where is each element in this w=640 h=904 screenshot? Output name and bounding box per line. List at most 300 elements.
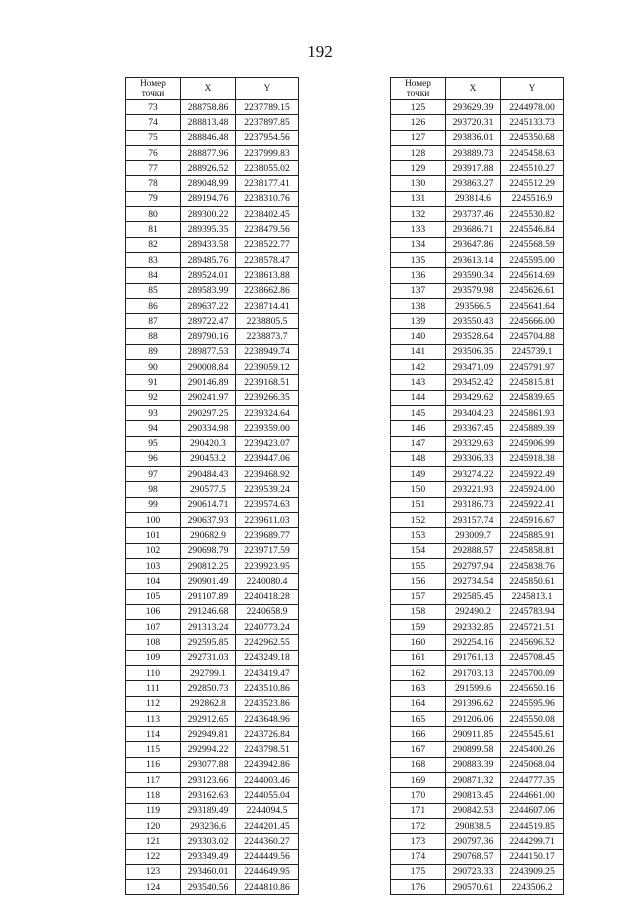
point-number-cell: 130 bbox=[391, 176, 446, 191]
y-coordinate-cell: 2245739.1 bbox=[501, 344, 564, 359]
y-coordinate-cell: 2244649.95 bbox=[236, 864, 299, 879]
point-number-cell: 99 bbox=[126, 497, 181, 512]
x-coordinate-cell: 288877.96 bbox=[181, 145, 236, 160]
page-number: 192 bbox=[307, 42, 333, 61]
y-coordinate-cell: 2245530.82 bbox=[501, 207, 564, 222]
point-number-cell: 147 bbox=[391, 436, 446, 451]
table-row bbox=[126, 314, 299, 329]
y-coordinate-cell: 2238873.7 bbox=[236, 329, 299, 344]
y-coordinate-cell: 2245595.00 bbox=[501, 252, 564, 267]
x-coordinate-cell: 291246.68 bbox=[181, 604, 236, 619]
point-number-cell: 106 bbox=[126, 604, 181, 619]
table-row bbox=[126, 436, 299, 451]
table-row bbox=[126, 635, 299, 650]
point-number-cell: 156 bbox=[391, 574, 446, 589]
table-row bbox=[391, 298, 564, 313]
table-row bbox=[126, 497, 299, 512]
table-row bbox=[391, 252, 564, 267]
point-number-cell: 115 bbox=[126, 742, 181, 757]
x-coordinate-cell: 290899.58 bbox=[446, 742, 501, 757]
y-coordinate-cell: 2244150.17 bbox=[501, 849, 564, 864]
y-coordinate-cell: 2237897.85 bbox=[236, 115, 299, 130]
y-coordinate-cell: 2245696.52 bbox=[501, 635, 564, 650]
y-coordinate-cell: 2245516.9 bbox=[501, 191, 564, 206]
x-coordinate-cell: 290637.93 bbox=[181, 513, 236, 528]
x-coordinate-cell: 289300.22 bbox=[181, 207, 236, 222]
x-coordinate-cell: 292994.22 bbox=[181, 742, 236, 757]
x-coordinate-cell: 292949.81 bbox=[181, 727, 236, 742]
y-coordinate-cell: 2245721.51 bbox=[501, 620, 564, 635]
y-coordinate-cell: 2238578.47 bbox=[236, 252, 299, 267]
table-row bbox=[391, 818, 564, 833]
x-coordinate-cell: 293566.5 bbox=[446, 298, 501, 313]
table-row bbox=[126, 360, 299, 375]
table-header-row bbox=[391, 78, 564, 100]
x-coordinate-cell: 292797.94 bbox=[446, 558, 501, 573]
y-coordinate-cell: 2243523.86 bbox=[236, 696, 299, 711]
table-row bbox=[126, 880, 299, 895]
table-row bbox=[126, 161, 299, 176]
y-coordinate-cell: 2239923.95 bbox=[236, 558, 299, 573]
x-coordinate-cell: 288926.52 bbox=[181, 161, 236, 176]
x-header: X bbox=[181, 78, 236, 100]
x-coordinate-cell: 292332.85 bbox=[446, 620, 501, 635]
table-row bbox=[391, 467, 564, 482]
y-coordinate-cell: 2245068.04 bbox=[501, 757, 564, 772]
x-coordinate-cell: 290883.39 bbox=[446, 757, 501, 772]
x-coordinate-cell: 291107.89 bbox=[181, 589, 236, 604]
table-row bbox=[126, 130, 299, 145]
point-number-cell: 108 bbox=[126, 635, 181, 650]
x-coordinate-cell: 292490.2 bbox=[446, 604, 501, 619]
x-coordinate-cell: 289877.53 bbox=[181, 344, 236, 359]
point-number-header-line2: точки bbox=[141, 88, 165, 99]
y-coordinate-cell: 2245889.39 bbox=[501, 421, 564, 436]
x-coordinate-cell: 293889.73 bbox=[446, 145, 501, 160]
x-coordinate-cell: 290241.97 bbox=[181, 390, 236, 405]
x-coordinate-cell: 292585.45 bbox=[446, 589, 501, 604]
x-coordinate-cell: 293452.42 bbox=[446, 375, 501, 390]
point-number-cell: 131 bbox=[391, 191, 446, 206]
y-coordinate-cell: 2239574.63 bbox=[236, 497, 299, 512]
table-row bbox=[126, 803, 299, 818]
x-coordinate-cell: 293349.49 bbox=[181, 849, 236, 864]
x-coordinate-cell: 293686.71 bbox=[446, 222, 501, 237]
y-coordinate-cell: 2238522.77 bbox=[236, 237, 299, 252]
y-coordinate-cell: 2239059.12 bbox=[236, 360, 299, 375]
x-coordinate-cell: 289194.76 bbox=[181, 191, 236, 206]
x-coordinate-cell: 289524.01 bbox=[181, 268, 236, 283]
point-number-cell: 136 bbox=[391, 268, 446, 283]
table-row bbox=[126, 115, 299, 130]
point-number-cell: 137 bbox=[391, 283, 446, 298]
y-coordinate-cell: 2239539.24 bbox=[236, 482, 299, 497]
point-number-cell: 114 bbox=[126, 727, 181, 742]
y-coordinate-cell: 2242962.55 bbox=[236, 635, 299, 650]
x-coordinate-cell: 292595.85 bbox=[181, 635, 236, 650]
x-coordinate-cell: 293404.23 bbox=[446, 405, 501, 420]
point-number-cell: 124 bbox=[126, 880, 181, 895]
y-coordinate-cell: 2243798.51 bbox=[236, 742, 299, 757]
point-number-cell: 148 bbox=[391, 451, 446, 466]
table-row bbox=[126, 742, 299, 757]
point-number-cell: 158 bbox=[391, 604, 446, 619]
y-coordinate-cell: 2244201.45 bbox=[236, 818, 299, 833]
table-row bbox=[126, 727, 299, 742]
y-coordinate-cell: 2245641.64 bbox=[501, 298, 564, 313]
table-row bbox=[126, 268, 299, 283]
point-number-cell: 126 bbox=[391, 115, 446, 130]
y-coordinate-cell: 2237999.83 bbox=[236, 145, 299, 160]
table-row bbox=[391, 513, 564, 528]
point-number-cell: 149 bbox=[391, 467, 446, 482]
point-number-cell: 104 bbox=[126, 574, 181, 589]
x-coordinate-cell: 290614.71 bbox=[181, 497, 236, 512]
table-row bbox=[391, 788, 564, 803]
point-number-cell: 154 bbox=[391, 543, 446, 558]
x-coordinate-cell: 292731.03 bbox=[181, 650, 236, 665]
y-coordinate-cell: 2245708.45 bbox=[501, 650, 564, 665]
table-row bbox=[391, 834, 564, 849]
x-coordinate-cell: 291761.13 bbox=[446, 650, 501, 665]
table-row bbox=[126, 513, 299, 528]
table-row bbox=[126, 589, 299, 604]
y-coordinate-cell: 2239717.59 bbox=[236, 543, 299, 558]
point-number-cell: 134 bbox=[391, 237, 446, 252]
y-coordinate-cell: 2238177.41 bbox=[236, 176, 299, 191]
table-row bbox=[126, 283, 299, 298]
x-coordinate-cell: 290484.43 bbox=[181, 467, 236, 482]
table-row bbox=[126, 252, 299, 267]
point-number-cell: 101 bbox=[126, 528, 181, 543]
x-coordinate-cell: 291396.62 bbox=[446, 696, 501, 711]
table-row bbox=[391, 375, 564, 390]
point-number-cell: 127 bbox=[391, 130, 446, 145]
table-row bbox=[391, 451, 564, 466]
table-row bbox=[126, 849, 299, 864]
y-coordinate-cell: 2239324.64 bbox=[236, 405, 299, 420]
x-coordinate-cell: 293528.64 bbox=[446, 329, 501, 344]
table-row bbox=[391, 773, 564, 788]
table-row bbox=[126, 574, 299, 589]
point-number-cell: 120 bbox=[126, 818, 181, 833]
x-coordinate-cell: 292888.57 bbox=[446, 543, 501, 558]
y-coordinate-cell: 2245924.00 bbox=[501, 482, 564, 497]
x-coordinate-cell: 293540.56 bbox=[181, 880, 236, 895]
x-coordinate-cell: 288758.86 bbox=[181, 100, 236, 115]
point-number-cell: 145 bbox=[391, 405, 446, 420]
point-number-cell: 128 bbox=[391, 145, 446, 160]
point-number-cell: 146 bbox=[391, 421, 446, 436]
y-coordinate-cell: 2245850.61 bbox=[501, 574, 564, 589]
table-row bbox=[391, 421, 564, 436]
y-coordinate-cell: 2245133.73 bbox=[501, 115, 564, 130]
point-number-cell: 160 bbox=[391, 635, 446, 650]
point-number-cell: 86 bbox=[126, 298, 181, 313]
point-number-cell: 94 bbox=[126, 421, 181, 436]
table-row bbox=[126, 711, 299, 726]
x-coordinate-cell: 293836.01 bbox=[446, 130, 501, 145]
point-number-cell: 174 bbox=[391, 849, 446, 864]
point-number-cell: 151 bbox=[391, 497, 446, 512]
table-header-row bbox=[126, 78, 299, 100]
x-coordinate-cell: 293720.31 bbox=[446, 115, 501, 130]
table-row bbox=[126, 467, 299, 482]
point-number-cell: 89 bbox=[126, 344, 181, 359]
point-number-cell: 157 bbox=[391, 589, 446, 604]
x-coordinate-cell: 290453.2 bbox=[181, 451, 236, 466]
point-number-cell: 143 bbox=[391, 375, 446, 390]
point-number-header-line2: точки bbox=[406, 88, 430, 99]
table-row bbox=[391, 727, 564, 742]
x-coordinate-cell: 291703.13 bbox=[446, 665, 501, 680]
y-coordinate-cell: 2244299.71 bbox=[501, 834, 564, 849]
point-number-cell: 93 bbox=[126, 405, 181, 420]
y-coordinate-cell: 2245512.29 bbox=[501, 176, 564, 191]
x-coordinate-cell: 293579.98 bbox=[446, 283, 501, 298]
y-coordinate-cell: 2238613.88 bbox=[236, 268, 299, 283]
table-row bbox=[391, 314, 564, 329]
table-row bbox=[391, 528, 564, 543]
table-row bbox=[126, 665, 299, 680]
x-coordinate-cell: 291206.06 bbox=[446, 711, 501, 726]
y-coordinate-cell: 2244810.86 bbox=[236, 880, 299, 895]
x-coordinate-cell: 291599.6 bbox=[446, 681, 501, 696]
y-coordinate-cell: 2238310.76 bbox=[236, 191, 299, 206]
table-row bbox=[391, 130, 564, 145]
table-row bbox=[126, 207, 299, 222]
y-coordinate-cell: 2239689.77 bbox=[236, 528, 299, 543]
point-number-header bbox=[126, 78, 181, 100]
x-coordinate-cell: 290842.53 bbox=[446, 803, 501, 818]
y-coordinate-cell: 2245550.08 bbox=[501, 711, 564, 726]
table-row bbox=[391, 849, 564, 864]
x-coordinate-cell: 290420.3 bbox=[181, 436, 236, 451]
x-coordinate-cell: 293236.6 bbox=[181, 818, 236, 833]
point-number-cell: 150 bbox=[391, 482, 446, 497]
x-coordinate-cell: 290838.5 bbox=[446, 818, 501, 833]
y-coordinate-cell: 2243942.86 bbox=[236, 757, 299, 772]
table-row bbox=[391, 696, 564, 711]
x-coordinate-cell: 293647.86 bbox=[446, 237, 501, 252]
point-number-cell: 116 bbox=[126, 757, 181, 772]
y-coordinate-cell: 2244003.46 bbox=[236, 773, 299, 788]
point-number-cell: 170 bbox=[391, 788, 446, 803]
table-row bbox=[391, 482, 564, 497]
point-number-cell: 118 bbox=[126, 788, 181, 803]
x-coordinate-cell: 290297.25 bbox=[181, 405, 236, 420]
point-number-cell: 144 bbox=[391, 390, 446, 405]
x-coordinate-cell: 293590.34 bbox=[446, 268, 501, 283]
y-coordinate-cell: 2244519.85 bbox=[501, 818, 564, 833]
x-coordinate-cell: 293863.27 bbox=[446, 176, 501, 191]
y-coordinate-cell: 2243648.96 bbox=[236, 711, 299, 726]
x-coordinate-cell: 293157.74 bbox=[446, 513, 501, 528]
table-row bbox=[391, 589, 564, 604]
x-coordinate-cell: 293550.43 bbox=[446, 314, 501, 329]
y-coordinate-cell: 2243726.84 bbox=[236, 727, 299, 742]
y-coordinate-cell: 2245922.49 bbox=[501, 467, 564, 482]
y-coordinate-cell: 2239447.06 bbox=[236, 451, 299, 466]
x-coordinate-cell: 292912.65 bbox=[181, 711, 236, 726]
point-number-cell: 98 bbox=[126, 482, 181, 497]
table-row bbox=[126, 773, 299, 788]
point-number-cell: 78 bbox=[126, 176, 181, 191]
table-row bbox=[391, 543, 564, 558]
point-number-cell: 90 bbox=[126, 360, 181, 375]
table-row bbox=[126, 604, 299, 619]
point-number-cell: 75 bbox=[126, 130, 181, 145]
x-coordinate-cell: 293077.88 bbox=[181, 757, 236, 772]
point-number-cell: 74 bbox=[126, 115, 181, 130]
y-coordinate-cell: 2245545.61 bbox=[501, 727, 564, 742]
y-coordinate-cell: 2245783.94 bbox=[501, 604, 564, 619]
point-number-header bbox=[391, 78, 446, 100]
point-number-cell: 100 bbox=[126, 513, 181, 528]
x-coordinate-cell: 291313.24 bbox=[181, 620, 236, 635]
y-coordinate-cell: 2245568.59 bbox=[501, 237, 564, 252]
table-row bbox=[126, 681, 299, 696]
table-row bbox=[126, 528, 299, 543]
x-coordinate-cell: 290911.85 bbox=[446, 727, 501, 742]
y-coordinate-cell: 2245458.63 bbox=[501, 145, 564, 160]
x-coordinate-cell: 290570.61 bbox=[446, 880, 501, 895]
x-coordinate-cell: 293123.66 bbox=[181, 773, 236, 788]
y-coordinate-cell: 2243419.47 bbox=[236, 665, 299, 680]
point-number-cell: 76 bbox=[126, 145, 181, 160]
point-number-cell: 132 bbox=[391, 207, 446, 222]
x-coordinate-cell: 289637.22 bbox=[181, 298, 236, 313]
point-number-cell: 122 bbox=[126, 849, 181, 864]
table-row bbox=[126, 390, 299, 405]
x-coordinate-cell: 290577.5 bbox=[181, 482, 236, 497]
table-row bbox=[391, 145, 564, 160]
x-coordinate-cell: 293737.46 bbox=[446, 207, 501, 222]
point-number-cell: 87 bbox=[126, 314, 181, 329]
point-number-cell: 172 bbox=[391, 818, 446, 833]
y-coordinate-cell: 2238714.41 bbox=[236, 298, 299, 313]
x-coordinate-cell: 290682.9 bbox=[181, 528, 236, 543]
table-row bbox=[126, 482, 299, 497]
point-number-cell: 83 bbox=[126, 252, 181, 267]
point-number-cell: 142 bbox=[391, 360, 446, 375]
y-coordinate-cell: 2243506.2 bbox=[501, 880, 564, 895]
table-row bbox=[126, 834, 299, 849]
table-row bbox=[391, 635, 564, 650]
y-coordinate-cell: 2245916.67 bbox=[501, 513, 564, 528]
point-number-cell: 133 bbox=[391, 222, 446, 237]
table-row bbox=[391, 604, 564, 619]
point-number-cell: 91 bbox=[126, 375, 181, 390]
point-number-cell: 125 bbox=[391, 100, 446, 115]
point-number-cell: 85 bbox=[126, 283, 181, 298]
x-coordinate-cell: 292799.1 bbox=[181, 665, 236, 680]
x-coordinate-cell: 292850.73 bbox=[181, 681, 236, 696]
y-coordinate-cell: 2238949.74 bbox=[236, 344, 299, 359]
y-coordinate-cell: 2244055.04 bbox=[236, 788, 299, 803]
table-row bbox=[126, 558, 299, 573]
y-coordinate-cell: 2239168.51 bbox=[236, 375, 299, 390]
x-coordinate-cell: 289485.76 bbox=[181, 252, 236, 267]
point-number-cell: 88 bbox=[126, 329, 181, 344]
y-coordinate-cell: 2244777.35 bbox=[501, 773, 564, 788]
table-row bbox=[391, 497, 564, 512]
y-coordinate-cell: 2239611.03 bbox=[236, 513, 299, 528]
point-number-cell: 152 bbox=[391, 513, 446, 528]
y-coordinate-cell: 2245614.69 bbox=[501, 268, 564, 283]
point-number-cell: 80 bbox=[126, 207, 181, 222]
point-number-cell: 153 bbox=[391, 528, 446, 543]
point-number-cell: 73 bbox=[126, 100, 181, 115]
x-coordinate-cell: 290797.36 bbox=[446, 834, 501, 849]
y-coordinate-cell: 2245595.96 bbox=[501, 696, 564, 711]
point-number-cell: 97 bbox=[126, 467, 181, 482]
y-coordinate-cell: 2238805.5 bbox=[236, 314, 299, 329]
y-coordinate-cell: 2243249.18 bbox=[236, 650, 299, 665]
y-coordinate-cell: 2240658.9 bbox=[236, 604, 299, 619]
point-number-cell: 141 bbox=[391, 344, 446, 359]
x-coordinate-cell: 289583.99 bbox=[181, 283, 236, 298]
table-row bbox=[126, 818, 299, 833]
y-coordinate-cell: 2245546.84 bbox=[501, 222, 564, 237]
x-coordinate-cell: 289433.58 bbox=[181, 237, 236, 252]
point-number-cell: 164 bbox=[391, 696, 446, 711]
table-row bbox=[391, 574, 564, 589]
y-coordinate-cell: 2244978.00 bbox=[501, 100, 564, 115]
point-number-cell: 135 bbox=[391, 252, 446, 267]
table-row bbox=[391, 803, 564, 818]
table-row bbox=[391, 436, 564, 451]
x-coordinate-cell: 290813.45 bbox=[446, 788, 501, 803]
table-row bbox=[391, 191, 564, 206]
point-number-cell: 95 bbox=[126, 436, 181, 451]
y-coordinate-cell: 2245813.1 bbox=[501, 589, 564, 604]
table-row bbox=[391, 100, 564, 115]
table-row bbox=[391, 711, 564, 726]
point-number-cell: 173 bbox=[391, 834, 446, 849]
point-number-cell: 96 bbox=[126, 451, 181, 466]
table-row bbox=[391, 329, 564, 344]
y-coordinate-cell: 2240418.28 bbox=[236, 589, 299, 604]
point-number-cell: 138 bbox=[391, 298, 446, 313]
table-row bbox=[126, 405, 299, 420]
x-coordinate-cell: 289395.35 bbox=[181, 222, 236, 237]
y-coordinate-cell: 2240080.4 bbox=[236, 574, 299, 589]
x-coordinate-cell: 292254.16 bbox=[446, 635, 501, 650]
point-number-cell: 112 bbox=[126, 696, 181, 711]
x-coordinate-cell: 293221.93 bbox=[446, 482, 501, 497]
table-row bbox=[391, 405, 564, 420]
x-coordinate-cell: 293917.88 bbox=[446, 161, 501, 176]
y-coordinate-cell: 2245791.97 bbox=[501, 360, 564, 375]
y-coordinate-cell: 2244661.00 bbox=[501, 788, 564, 803]
table-row bbox=[126, 222, 299, 237]
point-number-cell: 165 bbox=[391, 711, 446, 726]
y-header: Y bbox=[501, 78, 564, 100]
x-header: X bbox=[446, 78, 501, 100]
point-number-cell: 162 bbox=[391, 665, 446, 680]
point-number-cell: 168 bbox=[391, 757, 446, 772]
table-row bbox=[126, 451, 299, 466]
y-coordinate-cell: 2243510.86 bbox=[236, 681, 299, 696]
point-number-cell: 119 bbox=[126, 803, 181, 818]
table-row bbox=[126, 620, 299, 635]
table-row bbox=[391, 650, 564, 665]
table-row bbox=[126, 237, 299, 252]
table-row bbox=[126, 176, 299, 191]
coordinates-table-right bbox=[390, 77, 564, 895]
table-row bbox=[391, 558, 564, 573]
